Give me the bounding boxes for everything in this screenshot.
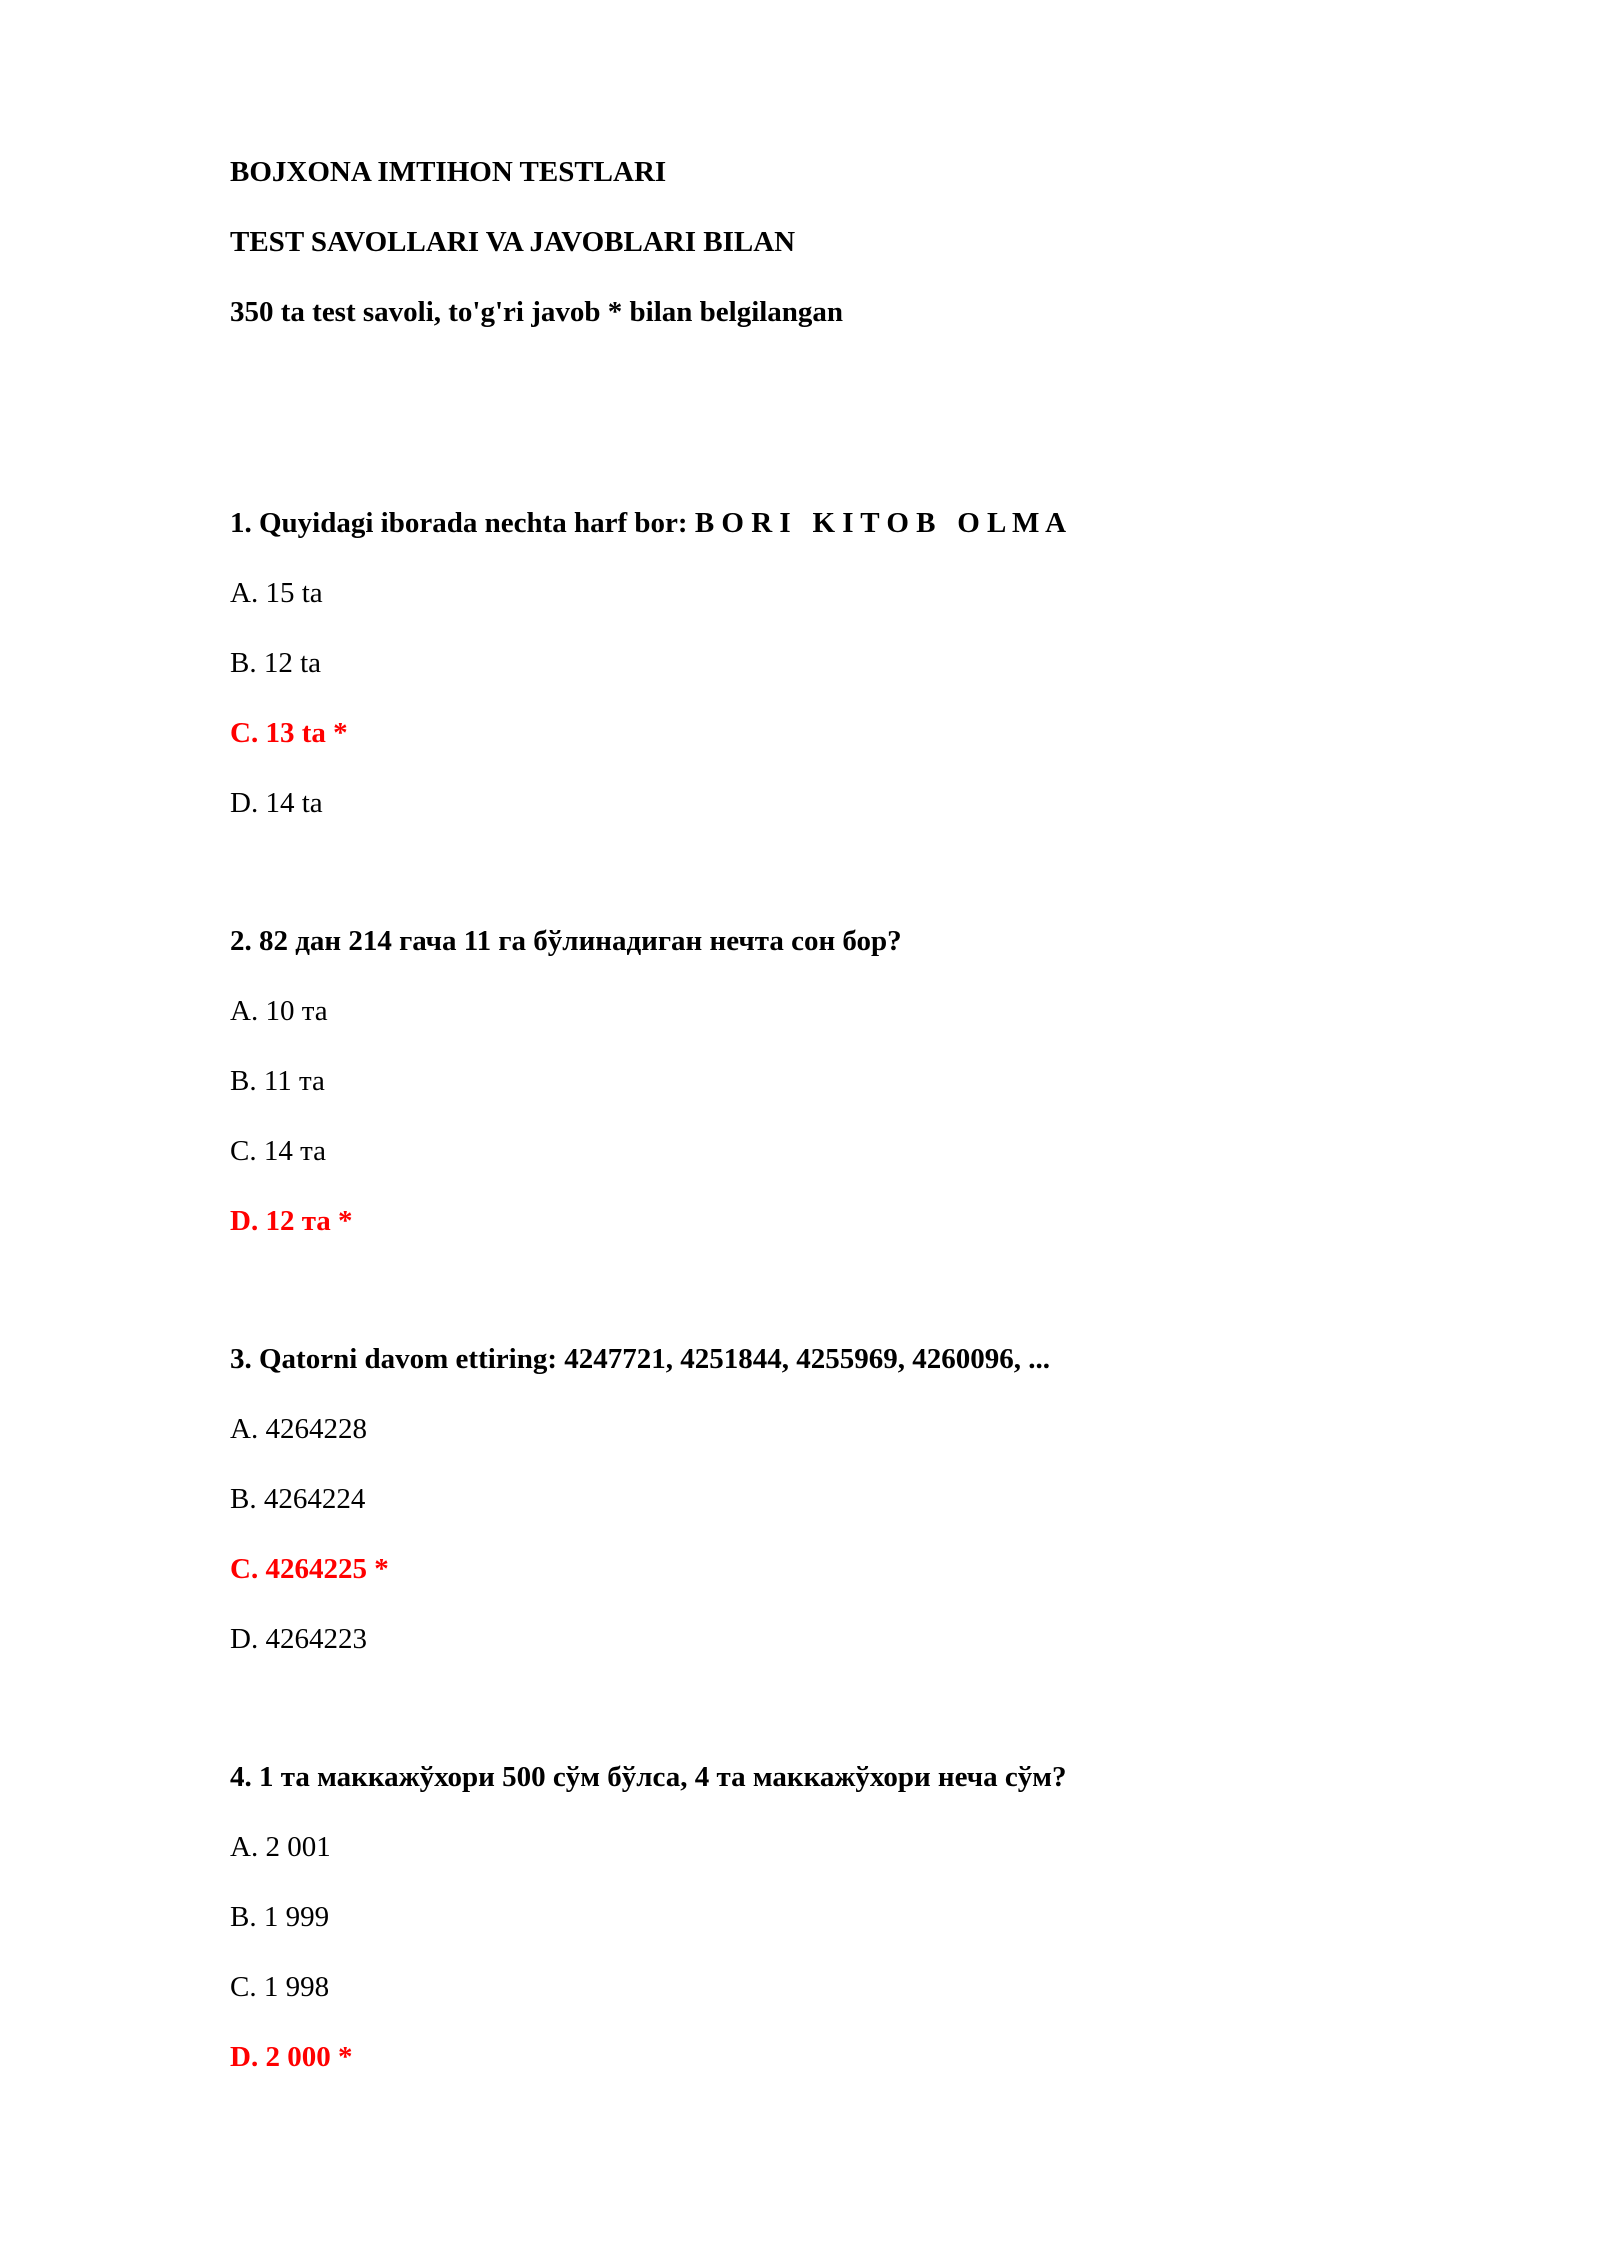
answer-option: D. 14 ta xyxy=(230,787,323,819)
document-title: BOJXONA IMTIHON TESTLARI xyxy=(230,156,667,188)
document-subtitle: TEST SAVOLLARI VA JAVOBLARI BILAN xyxy=(230,226,796,258)
question-text: 2. 82 дан 214 гача 11 га бўлинадиган нечта сон бор? xyxy=(230,925,902,957)
question-text: 4. 1 та маккажўхори 500 сўм бўлса, 4 та маккажўхори неча сўм? xyxy=(230,1761,1067,1793)
answer-option: D. 4264223 xyxy=(230,1623,367,1655)
question-text: 3. Qatorni davom ettiring: 4247721, 4251844, 4255969, 4260096, ... xyxy=(230,1343,1051,1375)
answer-option: B. 11 та xyxy=(230,1065,325,1097)
answer-option: B. 1 999 xyxy=(230,1901,330,1933)
answer-option: A. 4264228 xyxy=(230,1413,367,1445)
answer-option-correct: D. 12 та * xyxy=(230,1205,353,1237)
answer-option-correct: C. 4264225 * xyxy=(230,1553,389,1585)
document-note: 350 ta test savoli, to'g'ri javob * bilan belgilangan xyxy=(230,296,844,328)
answer-option: C. 1 998 xyxy=(230,1971,330,2003)
answer-option: A. 10 та xyxy=(230,995,328,1027)
answer-option: A. 2 001 xyxy=(230,1831,331,1863)
question-text: 1. Quyidagi iborada nechta harf bor: B O R I K I T O B O L M A xyxy=(230,507,1067,539)
answer-option: B. 12 ta xyxy=(230,647,322,679)
answer-option: B. 4264224 xyxy=(230,1483,366,1515)
answer-option: A. 15 ta xyxy=(230,577,323,609)
answer-option-correct: C. 13 ta * xyxy=(230,717,348,749)
answer-option-correct: D. 2 000 * xyxy=(230,2041,353,2073)
answer-option: C. 14 та xyxy=(230,1135,326,1167)
